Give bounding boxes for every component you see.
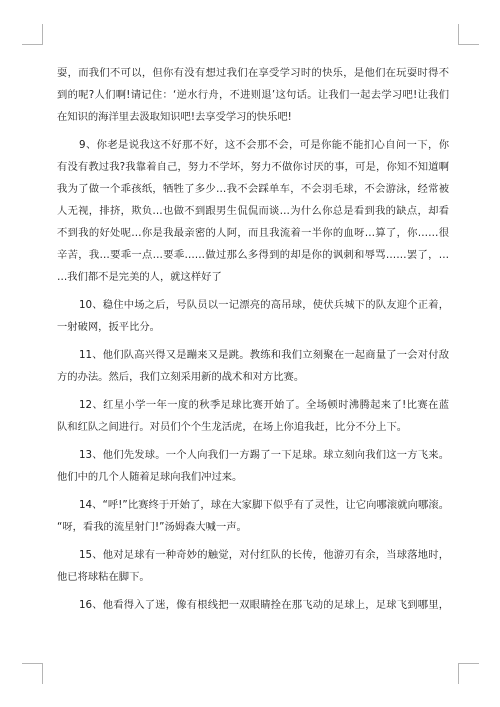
text-line: 16、他看得入了迷，像有根线把一双眼睛拴在那飞动的足球上，足球飞到哪里， xyxy=(79,599,449,611)
paragraph-16 xyxy=(57,594,449,616)
text-line: 在知识的海洋里去汲取知识吧!去享受学习的快乐吧! xyxy=(57,111,292,123)
text-line: 9、你老是说我这不好那不好，这不会那不会，可是你能不能扪心自问一下，你 xyxy=(79,139,449,151)
text-line: 辛苦，我…要乖一点…要乖……做过那么多得到的却是你的讽刺和辱骂……罢了，… xyxy=(57,249,449,261)
paragraph-9 xyxy=(57,134,449,288)
text-line: 13、他们先发球。一个人向我们一方踢了一下足球。球立刻向我们这一方飞来。 xyxy=(79,449,449,461)
paragraph-14 xyxy=(57,494,449,538)
paragraph-11 xyxy=(57,344,449,388)
text-line: 有没有教过我?我靠着自己，努力不学坏，努力不做你讨厌的事，可是，你知不知道啊 xyxy=(57,161,449,173)
paragraph-15 xyxy=(57,544,449,588)
crop-mark-bottom-right xyxy=(458,663,479,684)
paragraph-12 xyxy=(57,394,449,438)
text-line: 他已将球粘在脚下。 xyxy=(57,571,150,583)
text-line: 15、他对足球有一种奇妙的触觉，对付红队的长传，他游刃有余，当球落地时， xyxy=(79,549,449,561)
text-line: 到的呢?人们啊!请记住：‘逆水行舟，不进则退’这句话。让我们一起去学习吧!让我们 xyxy=(57,89,449,101)
paragraph-13 xyxy=(57,444,449,488)
paragraph-continued xyxy=(57,62,449,128)
body-text xyxy=(57,62,449,622)
paragraph-10 xyxy=(57,294,449,338)
text-line: …我们都不是完美的人，就这样好了 xyxy=(57,271,222,283)
text-line: 一射破网，扳平比分。 xyxy=(57,321,160,333)
text-line: 方的办法。然后，我们立刻采用新的战术和对方比赛。 xyxy=(57,371,305,383)
text-line: 12、红星小学一年一度的秋季足球比赛开始了。全场顿时沸腾起来了!比赛在蓝 xyxy=(79,399,449,411)
text-line: “呀，看我的流星射门!”汤姆森大喊一声。 xyxy=(57,521,247,533)
text-line: 11、他们队高兴得又是蹦来又是跳。教练和我们立刻聚在一起商量了一会对付敌 xyxy=(79,349,449,361)
text-line: 14、“呼!”比赛终于开始了，球在大家脚下似乎有了灵性，让它向哪滚就向哪滚。 xyxy=(79,499,449,511)
text-line: 队和红队之间进行。对员们个个生龙活虎，在场上你追我赶，比分不分上下。 xyxy=(57,421,408,433)
crop-mark-top-right xyxy=(458,24,479,45)
text-line: 他们中的几个人随着足球向我们冲过来。 xyxy=(57,471,243,483)
text-line: 人无视，排挤，欺负…也做不到跟男生侃侃而谈…为什么你总是看到我的缺点，却看 xyxy=(57,205,449,217)
text-line: 耍，而我们不可以，但你有没有想过我们在享受学习时的快乐，是他们在玩耍时得不 xyxy=(57,67,449,79)
crop-mark-bottom-left xyxy=(22,663,43,684)
text-line: 10、稳住中场之后，号队员以一记漂亮的高吊球，使伏兵城下的队友迎个正着， xyxy=(79,299,449,311)
crop-mark-top-left xyxy=(22,24,43,45)
text-line: 不到我的好处呢…你是我最亲密的人阿，而且我流着一半你的血呀…算了，你……很 xyxy=(57,227,449,239)
text-line: 我为了做一个乖孩纸，牺牲了多少…我不会踩单车，不会羽毛球，不会游泳，经常被 xyxy=(57,183,449,195)
